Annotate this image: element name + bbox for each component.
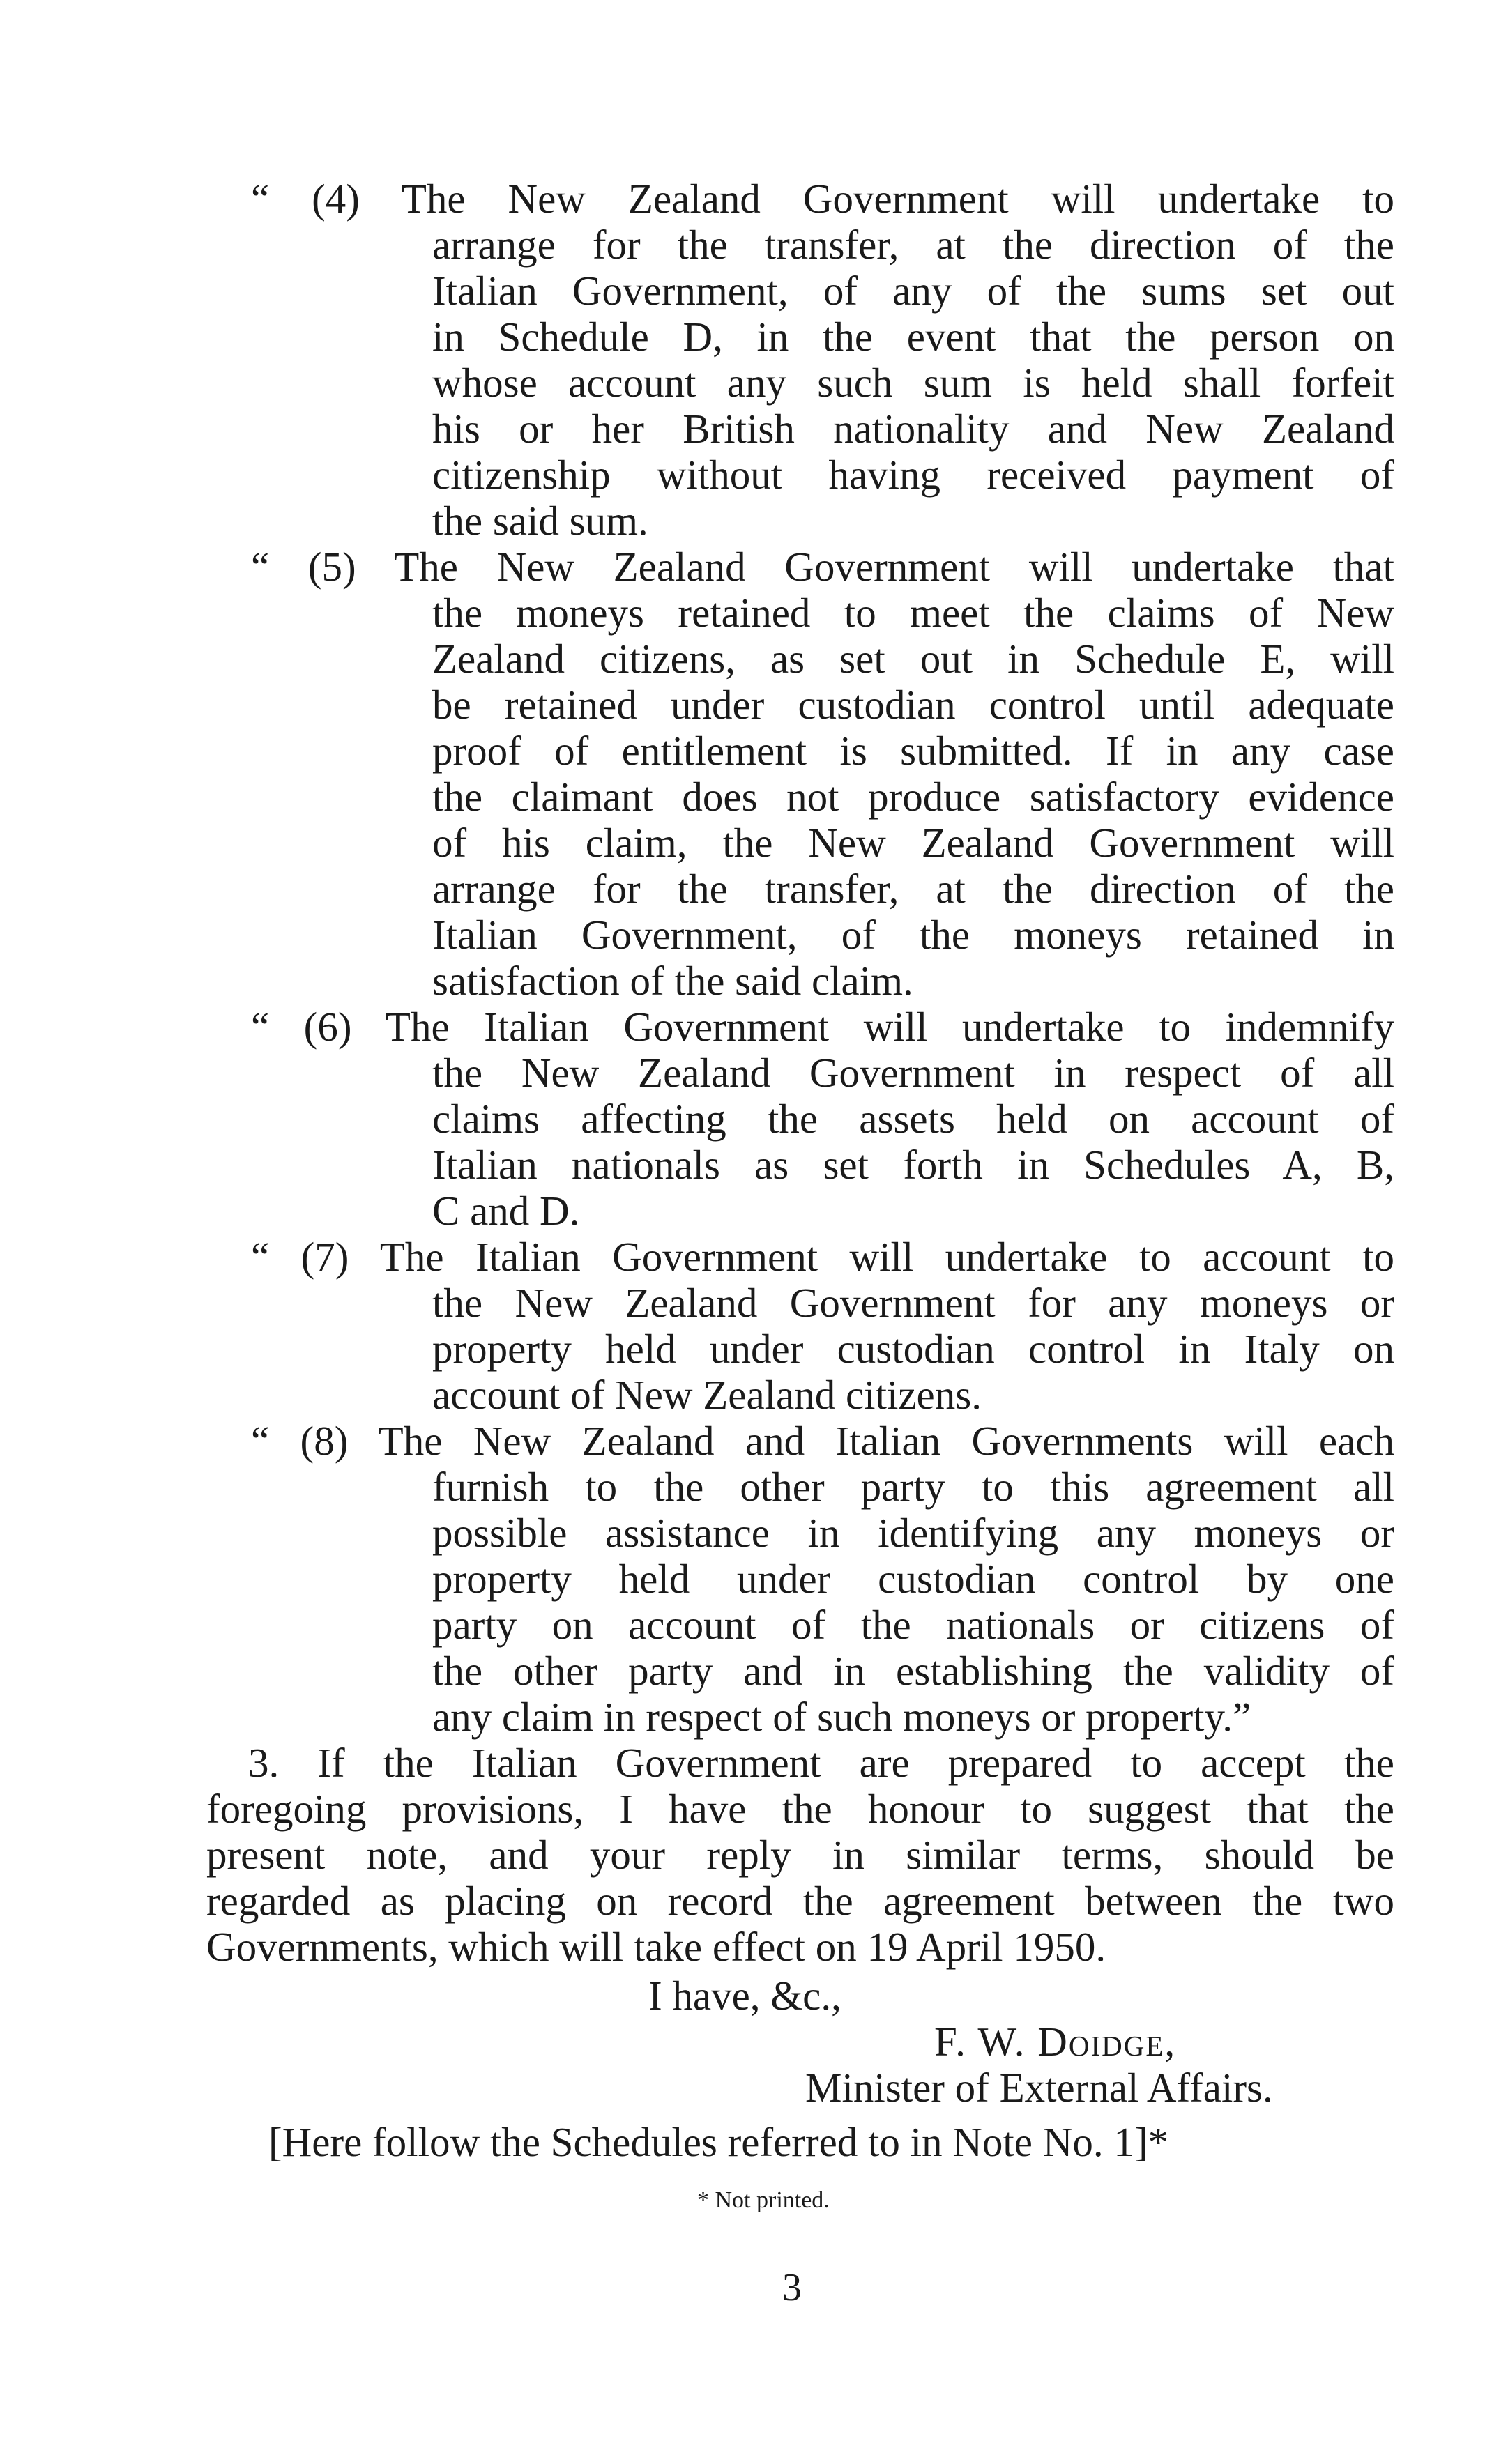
clause-line: be retained under custodian control until adequate	[432, 682, 1394, 728]
clause-line: arrange for the transfer, at the direction of the	[432, 222, 1394, 268]
footnote: * Not printed.	[697, 2187, 830, 2213]
paragraph-line: foregoing provisions, I have the honour to suggest that the	[206, 1786, 1394, 1832]
paragraph-line: present note, and your reply in similar terms, should be	[206, 1832, 1394, 1878]
clause-line: property held under custodian control by one	[432, 1556, 1394, 1602]
clause-line: citizenship without having received payment of	[432, 452, 1394, 498]
clause-lead: “ (7) The Italian Government will undertake to account to	[251, 1234, 1394, 1280]
clause-line: C and D.	[432, 1188, 580, 1234]
clause-line: claims affecting the assets held on account of	[432, 1096, 1394, 1142]
paragraph-line: 3. If the Italian Government are prepared to accept the	[248, 1740, 1394, 1786]
clause-line: proof of entitlement is submitted. If in any case	[432, 728, 1394, 774]
signer-title: Minister of External Affairs.	[805, 2065, 1273, 2111]
clause-line: the claimant does not produce satisfactory evidence	[432, 774, 1394, 820]
clause-lead: “ (8) The New Zealand and Italian Governments will each	[251, 1418, 1394, 1464]
clause-line: the New Zealand Government for any moneys or	[432, 1280, 1394, 1326]
clause-line: any claim in respect of such moneys or property.”	[432, 1694, 1251, 1740]
clause-line: Italian Government, of any of the sums set out	[432, 268, 1394, 314]
signer-initials: F. W.	[934, 2019, 1038, 2065]
clause-line: property held under custodian control in Italy on	[432, 1326, 1394, 1372]
clause-line: the other party and in establishing the validity of	[432, 1648, 1394, 1694]
clause-line: the said sum.	[432, 498, 648, 544]
clause-line: Italian nationals as set forth in Schedules A, B,	[432, 1142, 1394, 1188]
paragraph-line: regarded as placing on record the agreement between the two	[206, 1878, 1394, 1924]
clause-line: the moneys retained to meet the claims of New	[432, 590, 1394, 636]
clause-line: in Schedule D, in the event that the person on	[432, 314, 1394, 360]
signer-surname: Doidge,	[1037, 2019, 1177, 2065]
signature-name	[934, 2019, 1176, 2065]
clause-line: the New Zealand Government in respect of all	[432, 1050, 1394, 1096]
clause-line: of his claim, the New Zealand Government will	[432, 820, 1394, 866]
clause-lead: “ (6) The Italian Government will undertake to indemnify	[251, 1004, 1394, 1050]
clause-line: Italian Government, of the moneys retained in	[432, 912, 1394, 958]
clause-line: satisfaction of the said claim.	[432, 958, 913, 1004]
clause-line: whose account any such sum is held shall forfeit	[432, 360, 1394, 406]
clause-lead: “ (5) The New Zealand Government will undertake that	[251, 544, 1394, 590]
clause-line: party on account of the nationals or citizens of	[432, 1602, 1394, 1648]
clause-lead: “ (4) The New Zealand Government will undertake to	[251, 176, 1394, 222]
paragraph-line: Governments, which will take effect on 19 April 1950.	[206, 1924, 1106, 1970]
clause-line: possible assistance in identifying any moneys or	[432, 1510, 1394, 1556]
schedules-note: [Here follow the Schedules referred to in Note No. 1]*	[268, 2119, 1168, 2165]
clause-line: arrange for the transfer, at the direction of the	[432, 866, 1394, 912]
clause-line: Zealand citizens, as set out in Schedule E, will	[432, 636, 1394, 682]
clause-line: account of New Zealand citizens.	[432, 1372, 982, 1418]
page-number: 3	[782, 2266, 802, 2309]
clause-line: furnish to the other party to this agreement all	[432, 1464, 1394, 1510]
clause-line: his or her British nationality and New Zealand	[432, 406, 1394, 452]
closing-salutation: I have, &c.,	[648, 1973, 841, 2019]
